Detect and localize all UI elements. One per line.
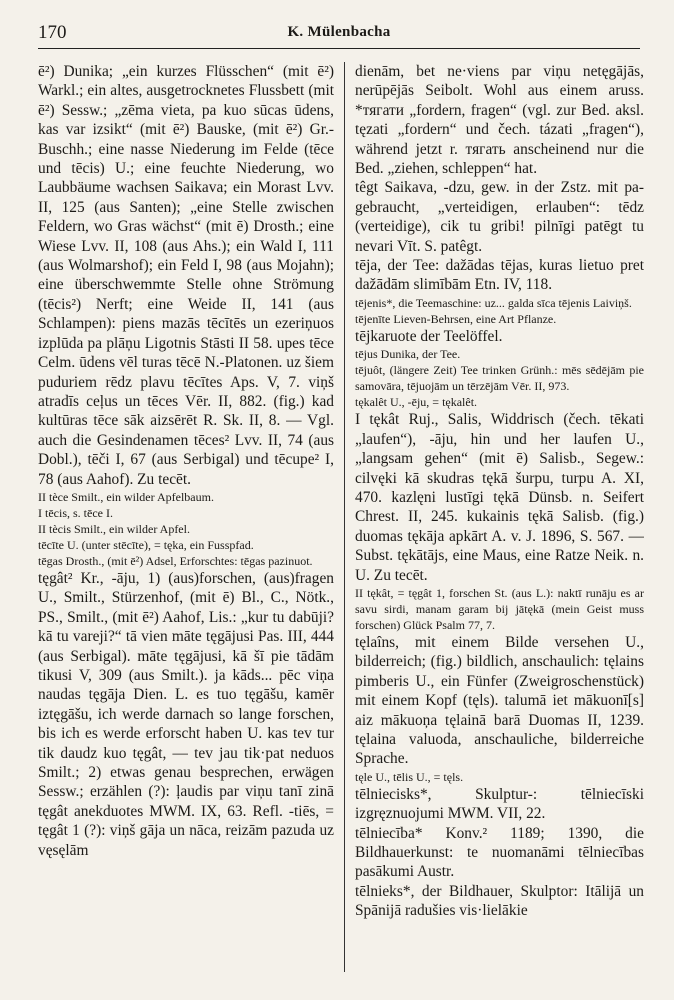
entry-telnieciba: tēlniecība* Konv.² 1189; 1390, die Bildhauerkunst: te nuomanāmi tēlniecības pasākumi Austr. — [355, 824, 644, 881]
entry-telniecisks: tēlniecisks*, Skulptur-: tēlniecīski izgręznuojumi MWM. VII, 22. — [355, 785, 644, 823]
entry-tejenite: tējenīte Lieven-Behrsen, eine Art Pflanze. — [355, 311, 557, 326]
entry-tece-continuation: ē²) Dunika; „ein kurzes Flüsschen“ (mit ē²) Warkl.; ein altes, ausgetrocknetes Flussbett (mit ē²) Sessw.; „zēma vieta, pa kuo sūcas ūdens, kas var izsikt“ (mit ē²) Bauske, (mit ē²) Gr.-Buschh.; eine nasse Niederung im Felde (tēce und tēcis) U.; eine feuchte Niederung, wo Laubbäume wachsen Saikava; ein Morast Lvv. II, 125 (aus Santen); „eine Stelle zwischen Feldern, wo Gras wächst“ (mit ē) Drosth.; eine Wiese Lvv. II, 108 (aus Ahs.); ein Wald I, 111 (aus Wolmarshof); ein Feld I, 98 (aus Mojahn); eine überschwemmte Stelle ohne Strömung (tēcis²) Nerft; eine Weide II, 141 (aus Schlampen): piens mazās tēcītēs un ezeriņuos izplūda pa plāņu Ligotnis Stāsti II 58. upes tēce Celm. ūdens vēl turas tēcē N.-Platonen. uz šiem puduriem rēdz plavu tēcītes Aps. V, 7. viņš atradīs ceļus un tēces Vēr. II, 882. (fig.) kad kultūras tēce sāk aizsērēt R. Sk. II, 8. — Vgl. auch die Gesindenamen tēces² Lvv. II, 74 (aus Dobl.), tēči I, 67 (aus Serbigal) und tēcupe² I, 78 (aus Aahof). Zu tecēt. — [38, 63, 334, 488]
entry-telains: tęlaîns, mit einem Bilde versehen U., bilderreich; (fig.) bildlich, anschaulich: tęlains pimberis U., ein Fünfer (Zweigroschenstück) mit einem Kopf (tęls). talumā iet mākuonī[s] aiz mākuoņa tęlainā barā Duomas II, 1239. tęlaina valuoda, anschauliche, bilderreiche Sprache. — [355, 633, 644, 768]
entry-tece-II: II tèce Smilt., ein wilder Apfelbaum. — [38, 489, 214, 504]
page-header — [38, 22, 640, 49]
page-number: 170 — [38, 22, 67, 43]
left-column — [38, 62, 334, 992]
right-column — [355, 62, 644, 992]
entry-tekat-II: II tękât, = tęgât 1, forschen St. (aus L.): naktī runāju es ar savu sirdi, manam garam bij jātękā (mein Geist muss forschen) Glück Psalm 77, 7. — [355, 585, 644, 632]
entry-tecis-I: I tēcis, s. tēce I. — [38, 505, 113, 520]
entry-tejenis: tējenis*, die Teemaschine: uz... galda sīca tējenis Laiviņš. — [355, 295, 632, 310]
entry-tegat: tęgât² Kr., -āju, 1) (aus)forschen, (aus)fragen U., Smilt., Stürzenhof, (mit ē) Bl., C., Nötk., PS., Smilt., (mit ē²) Aahof, Lis.: „kur tu dabūji? kā tu vareji?“ tā vien māte tęgājusi Pas. III, 444 (aus Serbigal). māte tęgājusi, kā šī pie tādām tikusi V, 309 (aus Smilt.). ja kāds... pēc viņa naudas tęgāja Dien. L. es tuo tęgāšu, kamēr iztęgāšu, ich werde darnach so lange forschen, bis ich es werde erforscht haben U. kas tev tur tik daudz kuo tęgât, — tev jau tik·pat neduos Smilt.; 2) etwas genau besprechen, erwägen Sessw.; erzählen (?): ļaudis par viņu tanī zinā tęgât anekduotes MWM. IX, 63. Refl. -tiēs, = tęgât 1 (?): viņš gāja un nāca, reizām pazuda uz vęsęlām — [38, 569, 334, 859]
entry-tegt: têgt Saikava, -dzu, gew. in der Zstz. mit pa- gebraucht, „verteidigen, erlauben“: tēdz (verteidige), cik tu gribi! pilnīgi patēgt tu nevari Vīt. S. patêgt. — [355, 179, 644, 255]
entry-tegat-continuation: dienām, bet ne·viens par viņu netęgājās, nerūpējās Seibolt. Wohl aus einem aruss. *тягати „fordern, fragen“ (vgl. zur Bed. aksl. tęzati „fordern“ und čech. tázati „fragen“), während jetzt r. тягать anscheinend nur die Bed. „ziehen, schleppen“ hat. — [355, 63, 644, 178]
entry-tele: tęle U., tēlis U., = tęls. — [355, 769, 464, 784]
column-divider — [344, 62, 345, 972]
entry-tejuot: tējuôt, (längere Zeit) Tee trinken Grünh.: mēs sēdējām pie samovāra, tējuojām un tērzējām Vēr. II, 973. — [355, 363, 644, 394]
running-title: K. Mülenbacha — [287, 24, 391, 40]
entry-tecite: tēcīte U. (unter stēcīte), = tęka, ein Fusspfad. — [38, 537, 254, 552]
entry-tekat-I: I tękât Ruj., Salis, Widdrisch (čech. tēkati „laufen“), -āju, hin und her laufen U., „langsam gehen“ (mit ē) Salisb., Segew.: cilvęki kā skudras tękā šurpu, turpu A. XI, 470. kazlęni lustīgi tękā Dünsb. n. Seifert Chrest. II, 245. kukainis tękā Salisb. (fig.) duomas tękāja apkārt A. v. J. 1896, S. 567. — Subst. tękātājs, eine Maus, eine Ratze Neik. n. U. Zu tecēt. — [355, 411, 644, 584]
entry-tegas: tēgas Drosth., (mit ē²) Adsel, Erforschtes: tēgas pazinuot. — [38, 553, 313, 568]
entry-tekalet: tękalêt U., -ēju, = tękalêt. — [355, 395, 478, 410]
entry-tecis-II: II tècis Smilt., ein wilder Apfel. — [38, 521, 190, 536]
entry-tejkaruote: tējkaruote der Teelöffel. — [355, 327, 503, 345]
entry-telnieks: tēlnieks*, der Bildhauer, Skulptor: Itālijā un Spānijā radušies vis·lielākie — [355, 882, 644, 920]
entry-teja: tēja, der Tee: dažādas tējas, kuras lietuo pret dažādām slimībām Etn. IV, 118. — [355, 257, 644, 294]
entry-tejus: tējus Dunika, der Tee. — [355, 347, 461, 362]
